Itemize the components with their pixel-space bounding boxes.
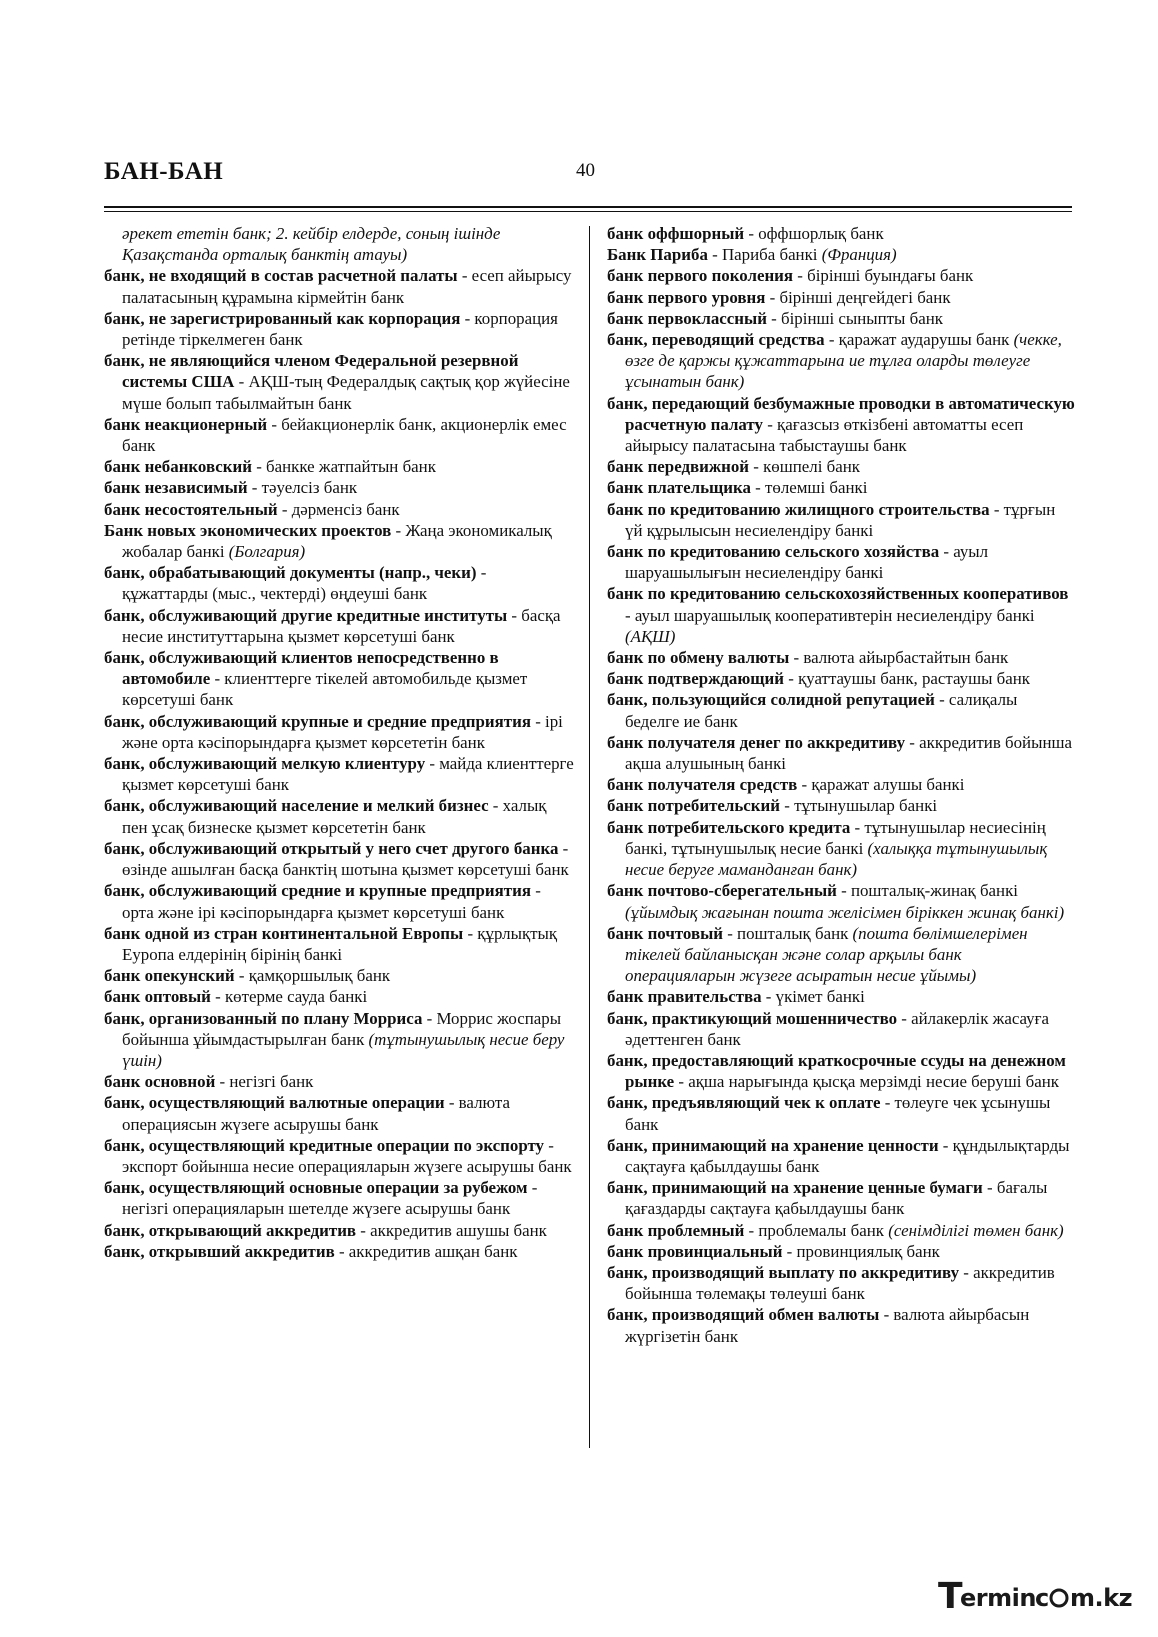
entry-term: банк независимый [104, 478, 248, 498]
entry-translation: - бірінші деңгейдегі банк [765, 287, 951, 307]
dictionary-entry [607, 774, 1075, 795]
entry-translation: - АҚШ-тың Федералдық сақтық қор жүйесіне мүше болып табылмайтын банк [122, 372, 570, 413]
entry-translation: - тәуелсіз банк [247, 478, 358, 498]
entry-term: банк, предъявляющий чек к оплате [607, 1093, 881, 1113]
dictionary-entry [104, 1071, 574, 1092]
entry-term: банк, не являющийся членом Федеральной резервной системы США [104, 351, 519, 392]
entry-term: Банк новых экономических проектов [104, 520, 392, 540]
entry-translation: - майда клиенттерге қызмет көрсетуші банк [122, 754, 574, 795]
dictionary-entry [104, 562, 574, 604]
dictionary-entry [104, 1092, 574, 1134]
entry-translation: - ақша нарығында қысқа мерзімді несие беруші банк [674, 1072, 1059, 1092]
entry-translation: - оффшорлық банк [744, 224, 884, 243]
entry-term: банк передвижной [607, 457, 750, 477]
dictionary-entry [607, 1135, 1075, 1177]
entry-translation: - есеп айырысу палатасының құрамына кірмейтін банк [122, 266, 572, 307]
entry-translation: - провинциялық банк [782, 1241, 940, 1261]
entry-term: банк плательщика [607, 478, 751, 498]
dictionary-entry [607, 456, 1075, 477]
entry-term: банк, не зарегистрированный как корпорация [104, 308, 461, 328]
dictionary-entry [104, 838, 574, 880]
entry-term: банк первого уровня [607, 287, 766, 307]
entry-note: (тұтынушылық несие беру үшін) [122, 1029, 565, 1070]
dictionary-entry [104, 1220, 574, 1241]
entry-term: банк оптовый [104, 987, 211, 1007]
entry-term: банк, предоставляющий краткосрочные ссуды на денежном рынке [607, 1050, 1066, 1092]
entry-term: банк, обслуживающий открытый у него счет другого банка [104, 838, 559, 858]
right-column [607, 223, 1075, 1347]
entry-term: банк по кредитованию сельскохозяйственных кооперативов [607, 584, 1069, 604]
dictionary-entry [607, 499, 1075, 541]
entry-term: банк правительства [607, 987, 762, 1007]
dictionary-entry [104, 456, 574, 477]
entry-translation: - үкімет банкі [761, 987, 865, 1007]
dictionary-entry [104, 265, 574, 307]
entry-translation: - бірінші сыныпты банк [766, 308, 943, 328]
entry-translation: - басқа несие институттарына қызмет көрсетуші банк [122, 605, 561, 646]
entry-note: (сенімділігі төмен банк) [888, 1220, 1064, 1240]
dictionary-entry [104, 520, 574, 562]
dictionary-entry [607, 583, 1075, 647]
dictionary-entry [607, 880, 1075, 922]
entry-term: банк опекунский [104, 966, 235, 986]
entry-term: банк, переводящий средства [607, 330, 825, 350]
entry-term: банк, не входящий в состав расчетной палаты [104, 266, 458, 286]
dictionary-entry [104, 986, 574, 1007]
column-divider [589, 226, 590, 1448]
dictionary-entry [607, 647, 1075, 668]
header-rule [104, 206, 1072, 208]
entry-term: банк подтверждающий [607, 669, 784, 689]
entry-translation: - бейакционерлік банк, акционерлік емес банк [122, 414, 567, 456]
header-rule-thin [104, 211, 1072, 212]
entry-translation: - Париба банкі [707, 245, 822, 265]
entry-term: банк потребительского кредита [607, 817, 851, 837]
entry-term: банк одной из стран континентальной Европы [104, 923, 464, 943]
dictionary-entry [607, 541, 1075, 583]
entry-translation: - валюта операциясын жүзеге асырушы банк [122, 1093, 510, 1134]
dictionary-entry [607, 244, 1075, 265]
entry-note: (АҚШ) [625, 626, 676, 646]
entry-term: банк небанковский [104, 457, 252, 477]
dictionary-entry [104, 477, 574, 498]
entry-translation: - дәрменсіз банк [277, 499, 400, 519]
entry-translation: - айлакерлік жасауға әдеттенген банк [625, 1008, 1050, 1049]
entry-term: банк провинциальный [607, 1241, 783, 1261]
entry-note: әрекет ететін банк; 2. кейбір елдерде, соның ішінде Қазақстанда орталық банктің атауы) [122, 224, 501, 265]
entry-translation: - негізгі операцияларын шетелде жүзеге асырушы банк [122, 1178, 538, 1219]
entry-translation: - құндылықтарды сақтауға қабылдаушы банк [625, 1135, 1070, 1176]
dictionary-entry [607, 1177, 1075, 1219]
running-header: БАН-БАН [104, 158, 224, 185]
entry-term: банк по кредитованию жилищного строительства [607, 499, 990, 519]
entry-term: банк, пользующийся солидной репутацией [607, 690, 935, 710]
dictionary-entry [104, 499, 574, 520]
entry-translation: - валюта айырбасын жүргізетін банк [625, 1305, 1030, 1346]
entry-term: банк несостоятельный [104, 499, 278, 519]
entry-translation: - аккредитив ашушы банк [356, 1220, 547, 1240]
dictionary-entry [607, 308, 1075, 329]
entry-term: банк, открывающий аккредитив [104, 1220, 357, 1240]
entry-term: банк почтовый [607, 923, 723, 943]
dictionary-entry [104, 795, 574, 837]
entry-note: (Болгария) [228, 542, 306, 562]
entry-translation: - орта және ірі кәсіпорындарға қызмет көрсетуші банк [122, 881, 541, 922]
dictionary-entry [607, 817, 1075, 881]
entry-term: банк, принимающий на хранение ценности [607, 1135, 939, 1155]
dictionary-entry [607, 689, 1075, 731]
entry-translation: - Жаңа экономикалық жобалар банкі [122, 520, 552, 562]
entry-translation: - бірінші буындағы банк [793, 266, 974, 286]
entry-term: банк, обрабатывающий документы (напр., чеки) [104, 563, 477, 583]
dictionary-entry [607, 329, 1075, 393]
dictionary-entry [607, 1008, 1075, 1050]
svg-text:c: c [1035, 1584, 1049, 1612]
dictionary-entry [104, 605, 574, 647]
entry-term: банк проблемный [607, 1220, 745, 1240]
entry-translation: - клиенттерге тікелей автомобильде қызмет көрсетуші банк [122, 669, 528, 710]
entry-term: банк, организованный по плану Морриса [104, 1008, 423, 1028]
dictionary-entry [607, 1050, 1075, 1092]
entry-translation: - тұтынушылар банкі [780, 796, 938, 816]
entry-translation: - бағалы қағаздарды сақтауға қабылдаушы банк [625, 1178, 1048, 1219]
entry-translation: - тұтынушылар несиесінің банкі, тұтынушылық несие банкі [625, 817, 1046, 858]
entry-term: банк, обслуживающий крупные и средние предприятия [104, 711, 531, 731]
entry-term: банк, практикующий мошенничество [607, 1008, 898, 1028]
dictionary-entry [104, 1008, 574, 1072]
left-column [104, 223, 574, 1262]
entry-term: банк первоклассный [607, 308, 767, 328]
dictionary-entry [607, 1262, 1075, 1304]
entry-translation: - құрлықтық Еуропа елдерінің бірінің банкі [122, 923, 558, 964]
entry-translation: - аккредитив бойынша төлемақы төлеуші банк [625, 1262, 1055, 1304]
entry-translation: - тұрғын үй құрылысын несиелендіру банкі [625, 499, 1056, 540]
dictionary-entry [104, 223, 574, 265]
dictionary-entry [607, 732, 1075, 774]
entry-term: банк, осуществляющий кредитные операции по экспорту [104, 1135, 545, 1155]
dictionary-entry [607, 1241, 1075, 1262]
entry-term: банк по обмену валюты [607, 648, 790, 668]
dictionary-entry [607, 265, 1075, 286]
dictionary-entry [607, 986, 1075, 1007]
dictionary-entry [607, 923, 1075, 987]
entry-translation: - корпорация ретінде тіркелмеген банк [122, 308, 558, 350]
dictionary-entry [104, 647, 574, 711]
dictionary-entry [607, 287, 1075, 308]
entry-translation: - Моррис жоспары бойынша ұйымдастырылған банк [122, 1008, 562, 1049]
entry-translation: - төлеуге чек ұсынушы банк [625, 1093, 1051, 1134]
entry-term: банк, обслуживающий население и мелкий бизнес [104, 796, 489, 816]
dictionary-entry [104, 965, 574, 986]
entry-translation: - негізгі банк [215, 1072, 314, 1092]
entry-term: банк, открывший аккредитив [104, 1241, 335, 1261]
dictionary-entry [104, 753, 574, 795]
entry-note: (пошта бөлімшелерімен тікелей байланысқан және солар арқылы банк операцияларын жүзеге асыратын несие ұйымы) [625, 923, 1028, 986]
site-logo [938, 1576, 1133, 1624]
entry-translation: - өзінде ашылған басқа банктің шотына қызмет көрсетуші банк [122, 838, 569, 880]
entry-translation: - пошталық банк [722, 923, 853, 943]
dictionary-entry [104, 923, 574, 965]
dictionary-entry [607, 1304, 1075, 1346]
dictionary-entry [104, 1135, 574, 1177]
entry-term: банк, обслуживающий мелкую клиентуру [104, 754, 426, 774]
entry-translation: - ауыл шаруашылық кооперативтерін несиелендіру банкі [625, 605, 1035, 625]
entry-term: банк по кредитованию сельского хозяйства [607, 542, 940, 562]
page-number: 40 [576, 160, 595, 181]
entry-translation: - пошталық-жинақ банкі [836, 881, 1018, 901]
dictionary-entry [104, 1177, 574, 1219]
entry-note: (чекке, өзге де қаржы құжаттарына ие тұлға оларды төлеуге ұсынатын банк) [625, 330, 1062, 392]
entry-translation: - ірі және орта кәсіпорындарға қызмет көрсететін банк [122, 711, 563, 752]
entry-translation: - төлемші банкі [750, 478, 868, 498]
entry-note: (Франция) [821, 245, 897, 265]
dictionary-entry [104, 880, 574, 922]
entry-translation: - салиқалы беделге ие банк [625, 690, 1018, 731]
entry-note: (халыққа тұтынушылық несие беруге маманданған банк) [625, 838, 1048, 880]
svg-text:T: T [938, 1576, 963, 1617]
dictionary-entry [104, 711, 574, 753]
entry-term: банк оффшорный [607, 224, 745, 243]
logo-text [938, 1576, 1133, 1624]
entry-translation: - проблемалы банк [744, 1220, 889, 1240]
dictionary-entry [607, 1220, 1075, 1241]
entry-term: банк, производящий обмен валюты [607, 1305, 880, 1325]
dictionary-entry [104, 350, 574, 414]
entry-translation: - қаражат алушы банкі [797, 775, 965, 795]
entry-term: банк первого поколения [607, 266, 794, 286]
entry-translation: - валюта айырбастайтын банк [789, 648, 1009, 668]
entry-translation: - құжаттарды (мыс., чектерді) өңдеуші банк [122, 563, 487, 604]
svg-text:ermin: ermin [960, 1584, 1036, 1612]
entry-term: банк, осуществляющий основные операции за рубежом [104, 1178, 528, 1198]
entry-translation: - ауыл шаруашылығын несиелендіру банкі [625, 542, 989, 583]
dictionary-entry [607, 1092, 1075, 1134]
entry-translation: - банкке жатпайтын банк [251, 457, 436, 477]
dictionary-entry [104, 1241, 574, 1262]
entry-term: банк, передающий безбумажные проводки в автоматическую расчетную палату [607, 393, 1075, 434]
entry-term: банк, обслуживающий клиентов непосредственно в автомобиле [104, 648, 499, 689]
entry-term: Банк Париба [607, 245, 708, 265]
entry-translation: - қуаттаушы банк, растаушы банк [784, 669, 1030, 689]
entry-translation: - аккредитив ашқан банк [334, 1241, 518, 1261]
entry-term: банк, осуществляющий валютные операции [104, 1093, 445, 1113]
termincom-logo [938, 1576, 1133, 1617]
entry-translation: - қамқоршылық банк [234, 966, 391, 986]
entry-term: банк получателя денег по аккредитиву [607, 732, 906, 752]
entry-term: банк, принимающий на хранение ценные бумаги [607, 1178, 983, 1198]
entry-term: банк основной [104, 1072, 216, 1092]
dictionary-entry [607, 393, 1075, 457]
entry-term: банк, обслуживающий средние и крупные предприятия [104, 881, 531, 901]
entry-term: банк получателя средств [607, 775, 798, 795]
entry-translation: - халық пен ұсақ бизнеске қызмет көрсететін банк [122, 796, 547, 837]
entry-translation: - экспорт бойынша несие операцияларын жүзеге асырушы банк [122, 1135, 572, 1176]
dictionary-entry [607, 795, 1075, 816]
entry-translation: - көтерме сауда банкі [210, 987, 368, 1007]
entry-translation: - қаражат аударушы банк [824, 330, 1014, 350]
entry-term: банк неакционерный [104, 414, 268, 434]
entry-translation: - көшпелі банк [749, 457, 860, 477]
dictionary-entry [607, 223, 1075, 244]
entry-term: банк почтово-сберегательный [607, 881, 837, 901]
dictionary-entry [607, 668, 1075, 689]
entry-note: (ұйымдық жағынан пошта желісімен біріккен жинақ банкі) [625, 902, 1065, 922]
svg-text:m.kz: m.kz [1070, 1584, 1133, 1612]
entry-translation: - аккредитив бойынша ақша алушының банкі [625, 732, 1072, 774]
entry-translation: - қағазсыз өткізбені автоматты есеп айырысу палатасына табыстаушы банк [625, 414, 1024, 456]
dictionary-entry [104, 414, 574, 456]
dictionary-entry [607, 477, 1075, 498]
dictionary-entry [104, 308, 574, 350]
entry-term: банк, обслуживающий другие кредитные институты [104, 605, 508, 625]
entry-term: банк потребительский [607, 796, 780, 816]
entry-term: банк, производящий выплату по аккредитиву [607, 1262, 960, 1282]
